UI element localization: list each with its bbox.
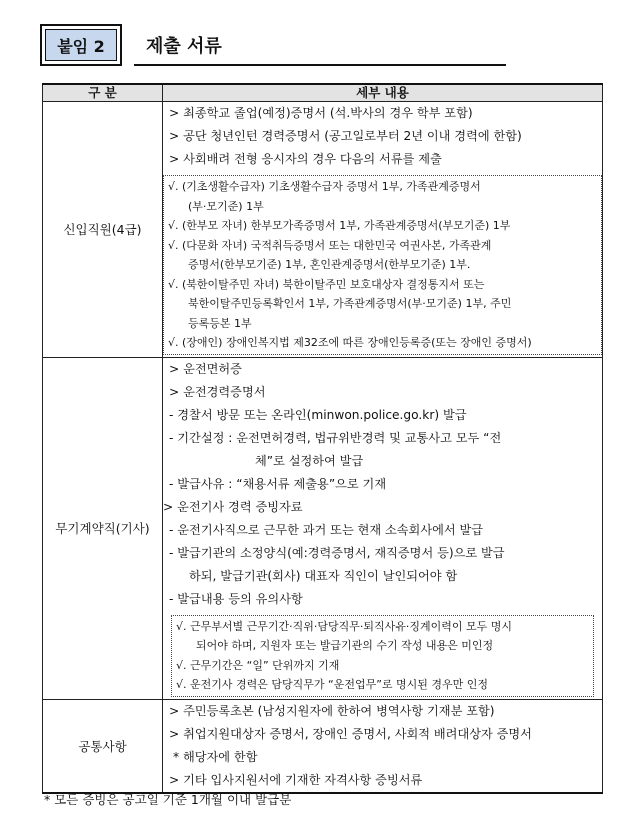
box-item: √. (장애인) 장애인복지법 제32조에 따른 장애인등록증(또는 장애인 증명서) <box>168 336 532 349</box>
sub-item-continued: 체”로 설정하여 발급 <box>255 453 364 468</box>
table-row-common <box>43 699 603 793</box>
sub-item: - 기간설정 : 운전면허경력, 법규위반경력 및 교통사고 모두 “전 <box>169 430 502 445</box>
detail-cell <box>163 699 603 793</box>
box-item-continued: 되어야 하며, 지원자 또는 발급기관의 수기 작성 내용은 미인정 <box>196 639 494 652</box>
column-header-category: 구 분 <box>43 84 163 102</box>
category-cell: 공통사항 <box>43 699 163 793</box>
column-header-detail: 세부 내용 <box>163 84 603 102</box>
list-item: > 주민등록초본 (남성지원자에 한하여 병역사항 기재분 포함) <box>163 700 602 723</box>
box-item: √. (기초생활수급자) 기초생활수급자 증명서 1부, 가족관계증명서 <box>168 180 481 193</box>
documents-table <box>42 83 603 794</box>
table-row-new-staff <box>43 102 603 358</box>
box-item-continued: 등록등본 1부 <box>188 316 252 330</box>
sub-item: - 발급내용 등의 유의사항 <box>169 591 303 606</box>
box-item: √. 근무기간은 “일” 단위까지 기재 <box>176 658 340 672</box>
list-item: > 공단 청년인턴 경력증명서 (공고일로부터 2년 이내 경력에 한함) <box>163 125 602 148</box>
list-item-note: * 해당자에 한함 <box>173 749 258 764</box>
attachment-badge <box>40 24 122 66</box>
detail-cell <box>163 102 603 358</box>
title-underline <box>134 64 506 66</box>
sub-item: - 운전기사직으로 근무한 과거 또는 현재 소속회사에서 발급 <box>169 522 484 537</box>
list-item: > 취업지원대상자 증명서, 장애인 증명서, 사회적 배려대상자 증명서 <box>163 723 602 746</box>
sub-item-continued: 하되, 발급기관(회사) 대표자 직인이 날인되어야 함 <box>189 568 458 583</box>
box-item-continued: 북한이탈주민등록확인서 1부, 가족관계증명서(부·모기준) 1부, 주민 <box>188 297 512 310</box>
social-consideration-box <box>163 175 602 355</box>
sub-item: - 경찰서 방문 또는 온라인(minwon.police.go.kr) 발급 <box>169 407 467 422</box>
box-item: √. (한부모 자녀) 한부모가족증명서 1부, 가족관계증명서(부모기준) 1부 <box>168 219 511 232</box>
table-header-row <box>43 84 603 102</box>
list-item: > 운전경력증명서 <box>163 381 602 404</box>
detail-cell <box>163 357 603 699</box>
table-row-driver <box>43 357 603 699</box>
list-item: > 최종학교 졸업(예정)증명서 (석.박사의 경우 학부 포함) <box>163 102 602 125</box>
document-header <box>40 24 500 68</box>
category-cell: 무기계약직(기사) <box>43 357 163 699</box>
category-cell: 신입직원(4급) <box>43 102 163 358</box>
box-item-continued: 증명서(한부모기준) 1부, 혼인관계증명서(한부모기준) 1부. <box>188 258 471 271</box>
box-item: √. 운전기사 경력은 담당직무가 “운전업무”로 명시된 경우만 인정 <box>176 678 489 691</box>
box-item: √. (다문화 자녀) 국적취득증명서 또는 대한민국 여권사본, 가족관계 <box>168 238 492 252</box>
list-item: > 운전기사 경력 증빙자료 <box>163 496 602 519</box>
list-item: > 운전면허증 <box>163 358 602 381</box>
list-item: > 사회배려 전형 응시자의 경우 다음의 서류를 제출 <box>163 148 602 171</box>
sub-item: - 발급기관의 소정양식(예:경력증명서, 재직증명서 등)으로 발급 <box>169 545 505 560</box>
attachment-badge-label: 붙임 2 <box>45 29 117 61</box>
box-item: √. (북한이탈주민 자녀) 북한이탈주민 보호대상자 결정통지서 또는 <box>168 277 485 291</box>
box-item: √. 근무부서별 근무기간·직위·담당직무·퇴직사유·징계이력이 모두 명시 <box>176 619 513 633</box>
list-item: > 기타 입사지원서에 기재한 자격사항 증빙서류 <box>163 769 602 792</box>
box-item-continued: (부·모기준) 1부 <box>188 199 264 213</box>
footnote: * 모든 증빙은 공고일 기준 1개월 이내 발급분 <box>44 792 292 807</box>
document-title: 제출 서류 <box>146 36 222 57</box>
sub-item: - 발급사유 : “채용서류 제출용”으로 기재 <box>169 476 387 491</box>
notes-box <box>171 615 594 697</box>
